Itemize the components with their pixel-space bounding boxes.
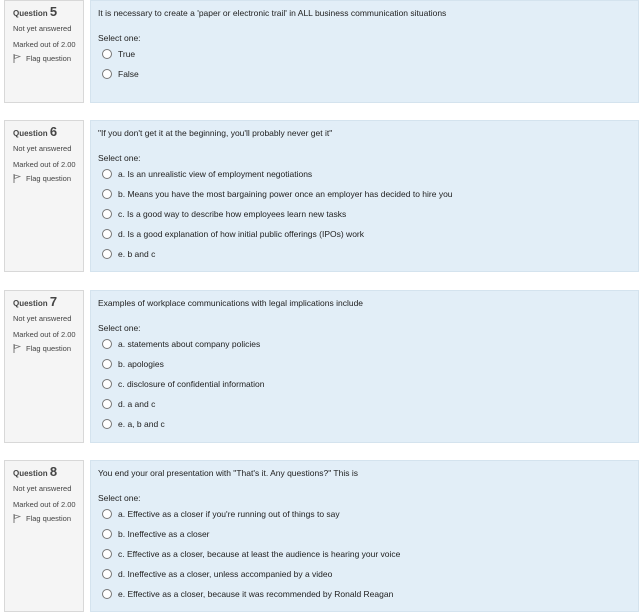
question-number: 6 bbox=[49, 124, 58, 139]
radio-button[interactable] bbox=[102, 209, 112, 219]
question-info bbox=[4, 290, 84, 443]
answer-option-label: b. Ineffective as a closer bbox=[118, 529, 210, 539]
answer-option-label: b. Means you have the most bargaining power once an employer has decided to hire you bbox=[118, 189, 453, 199]
flag-question-label: Flag question bbox=[26, 54, 72, 63]
radio-button[interactable] bbox=[102, 529, 112, 539]
question-marks: Marked out of 2.00 bbox=[13, 160, 76, 169]
answer-option-label: e. Effective as a closer, because it was recommended by Ronald Reagan bbox=[118, 589, 394, 599]
question-number-line bbox=[13, 125, 83, 141]
answer-option-label: d. Is a good explanation of how initial public offerings (IPOs) work bbox=[118, 229, 365, 239]
answer-option[interactable] bbox=[102, 504, 638, 524]
flag-icon bbox=[13, 54, 21, 63]
answer-option[interactable] bbox=[102, 204, 638, 224]
flag-icon bbox=[13, 174, 21, 183]
answer-option[interactable] bbox=[102, 44, 638, 64]
question-number: 8 bbox=[49, 464, 58, 479]
question-content bbox=[90, 120, 639, 272]
question-number: 7 bbox=[49, 294, 58, 309]
radio-button[interactable] bbox=[102, 509, 112, 519]
question-state: Not yet answered bbox=[13, 314, 72, 323]
answer-option[interactable] bbox=[102, 394, 638, 414]
radio-button[interactable] bbox=[102, 399, 112, 409]
question-label: Question bbox=[13, 129, 48, 138]
radio-button[interactable] bbox=[102, 189, 112, 199]
question-info bbox=[4, 120, 84, 272]
radio-button[interactable] bbox=[102, 169, 112, 179]
question-number-line bbox=[13, 465, 83, 481]
answer-option-label: c. disclosure of confidential information bbox=[118, 379, 265, 389]
flag-question-link[interactable] bbox=[13, 514, 83, 523]
question-text: Examples of workplace communications with legal implications include bbox=[98, 298, 364, 308]
select-one-prompt: Select one: bbox=[98, 493, 141, 503]
answer-option-label: False bbox=[118, 69, 139, 79]
question-marks: Marked out of 2.00 bbox=[13, 40, 76, 49]
question-state: Not yet answered bbox=[13, 484, 72, 493]
question-text: You end your oral presentation with "That's it. Any questions?" This is bbox=[98, 468, 358, 478]
question-info bbox=[4, 0, 84, 103]
question-content bbox=[90, 0, 639, 103]
answer-option-label: e. b and c bbox=[118, 249, 156, 259]
select-one-prompt: Select one: bbox=[98, 323, 141, 333]
question-marks: Marked out of 2.00 bbox=[13, 330, 76, 339]
answer-option-label: d. Ineffective as a closer, unless accompanied by a video bbox=[118, 569, 333, 579]
answer-option-label: a. Is an unrealistic view of employment negotiations bbox=[118, 169, 313, 179]
answer-option-label: a. statements about company policies bbox=[118, 339, 261, 349]
radio-button[interactable] bbox=[102, 339, 112, 349]
answer-option[interactable] bbox=[102, 244, 638, 264]
answer-option[interactable] bbox=[102, 584, 638, 604]
answer-option[interactable] bbox=[102, 374, 638, 394]
question-label: Question bbox=[13, 469, 48, 478]
question-label: Question bbox=[13, 299, 48, 308]
answer-option[interactable] bbox=[102, 524, 638, 544]
radio-button[interactable] bbox=[102, 549, 112, 559]
radio-button[interactable] bbox=[102, 419, 112, 429]
answer-option-label: b. apologies bbox=[118, 359, 164, 369]
answer-option-label: True bbox=[118, 49, 136, 59]
radio-button[interactable] bbox=[102, 69, 112, 79]
question-number-line bbox=[13, 295, 83, 311]
answer-option[interactable] bbox=[102, 64, 638, 84]
question-state: Not yet answered bbox=[13, 24, 72, 33]
question-content bbox=[90, 290, 639, 443]
flag-question-link[interactable] bbox=[13, 344, 83, 353]
select-one-prompt: Select one: bbox=[98, 153, 141, 163]
flag-question-label: Flag question bbox=[26, 174, 72, 183]
answer-option-label: a. Effective as a closer if you're running out of things to say bbox=[118, 509, 340, 519]
answer-option-label: c. Is a good way to describe how employees learn new tasks bbox=[118, 209, 347, 219]
answer-option[interactable] bbox=[102, 564, 638, 584]
radio-button[interactable] bbox=[102, 569, 112, 579]
answer-option-label: e. a, b and c bbox=[118, 419, 165, 429]
radio-button[interactable] bbox=[102, 249, 112, 259]
flag-question-label: Flag question bbox=[26, 514, 72, 523]
answer-option-label: d. a and c bbox=[118, 399, 156, 409]
answer-option[interactable] bbox=[102, 334, 638, 354]
flag-icon bbox=[13, 514, 21, 523]
question-text: It is necessary to create a 'paper or electronic trail' in ALL business communication situations bbox=[98, 8, 447, 18]
radio-button[interactable] bbox=[102, 229, 112, 239]
answer-option[interactable] bbox=[102, 544, 638, 564]
flag-question-label: Flag question bbox=[26, 344, 72, 353]
question-state: Not yet answered bbox=[13, 144, 72, 153]
radio-button[interactable] bbox=[102, 359, 112, 369]
select-one-prompt: Select one: bbox=[98, 33, 141, 43]
radio-button[interactable] bbox=[102, 49, 112, 59]
radio-button[interactable] bbox=[102, 589, 112, 599]
question-label: Question bbox=[13, 9, 48, 18]
question-text: "If you don't get it at the beginning, you'll probably never get it" bbox=[98, 128, 333, 138]
answer-option[interactable] bbox=[102, 164, 638, 184]
radio-button[interactable] bbox=[102, 379, 112, 389]
flag-icon bbox=[13, 344, 21, 353]
answer-option[interactable] bbox=[102, 184, 638, 204]
question-number: 5 bbox=[49, 4, 58, 19]
answer-option-label: c. Effective as a closer, because at least the audience is hearing your voice bbox=[118, 549, 401, 559]
flag-question-link[interactable] bbox=[13, 54, 83, 63]
question-content bbox=[90, 460, 639, 612]
question-marks: Marked out of 2.00 bbox=[13, 500, 76, 509]
answer-option[interactable] bbox=[102, 354, 638, 374]
flag-question-link[interactable] bbox=[13, 174, 83, 183]
answer-option[interactable] bbox=[102, 224, 638, 244]
question-number-line bbox=[13, 5, 83, 21]
question-info bbox=[4, 460, 84, 612]
answer-option[interactable] bbox=[102, 414, 638, 434]
